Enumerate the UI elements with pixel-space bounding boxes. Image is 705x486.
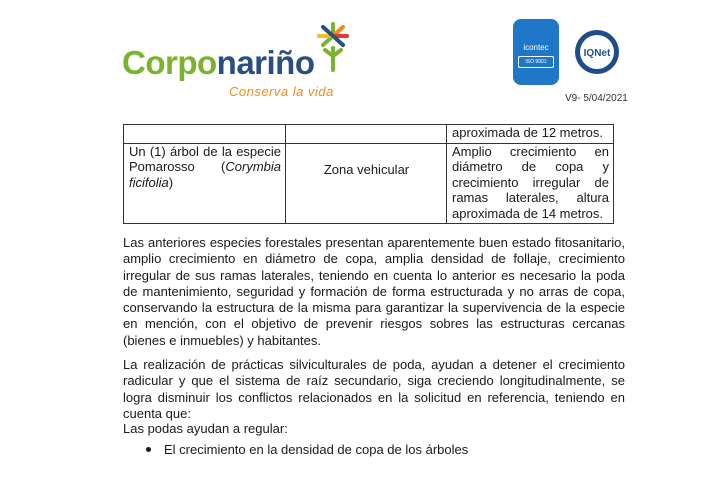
table-row bbox=[124, 143, 614, 224]
icontec-certification-badge bbox=[513, 19, 559, 85]
table-cell-location: Zona vehicular bbox=[286, 143, 447, 224]
icontec-label: icontec bbox=[523, 43, 549, 52]
brand-tagline: Conserva la vida bbox=[229, 84, 334, 99]
species-scientific-name: Corymbia ficifolia bbox=[129, 159, 281, 190]
iqnet-label: IQNet bbox=[583, 48, 611, 59]
table-cell-species bbox=[124, 125, 286, 144]
bullet-icon bbox=[146, 447, 151, 452]
table-cell-description: aproximada de 12 metros. bbox=[447, 125, 614, 144]
brand-emblem-icon bbox=[312, 22, 354, 74]
table-cell-description: Amplio crecimiento en diámetro de copa y crecimiento irregular de ramas laterales, altura aproximada de 14 metros. bbox=[447, 143, 614, 224]
table-cell-species: Un (1) árbol de la especie Pomarosso (Corymbia ficifolia) bbox=[124, 143, 286, 224]
icontec-iso-label: ISO 9001 bbox=[518, 56, 554, 68]
tree-species-table bbox=[123, 124, 614, 224]
brand-name: Corponariño bbox=[122, 44, 315, 81]
table-row bbox=[124, 125, 614, 144]
iqnet-certification-seal bbox=[574, 29, 620, 75]
table-cell-location bbox=[286, 125, 447, 144]
corponarino-logo bbox=[122, 22, 354, 102]
paragraph-pruning-intro: Las podas ayudan a regular: bbox=[123, 421, 288, 436]
paragraph-species-condition: Las anteriores especies forestales presentan aparentemente buen estado fitosanitario, amplio crecimiento en diámetro de copa, amplia densidad de follaje, crecimiento irregular de sus ramas laterales, teniendo en cuenta lo anterior es necesario la poda de mantenimiento, seguridad y formación de forma estructurada y no arras de copa, conservando la estructura de la misma para garantizar la supervivencia de la especie en mención, con el objetivo de prevenir riesgos sobres las estructuras cercanas (bienes e inmuebles) y habitantes. bbox=[123, 235, 625, 348]
document-version: V9- 5/04/2021 bbox=[565, 93, 628, 104]
paragraph-pruning-practices: La realización de prácticas silviculturales de poda, ayudan a detener el crecimiento radicular y que el sistema de raíz secundario, siga creciendo longitudinalmente, se logra disminuir los conflictos relacionados en la solicitud en referencia, teniendo en cuenta que: bbox=[123, 357, 625, 421]
list-item: El crecimiento en la densidad de copa de los árboles bbox=[146, 442, 468, 457]
